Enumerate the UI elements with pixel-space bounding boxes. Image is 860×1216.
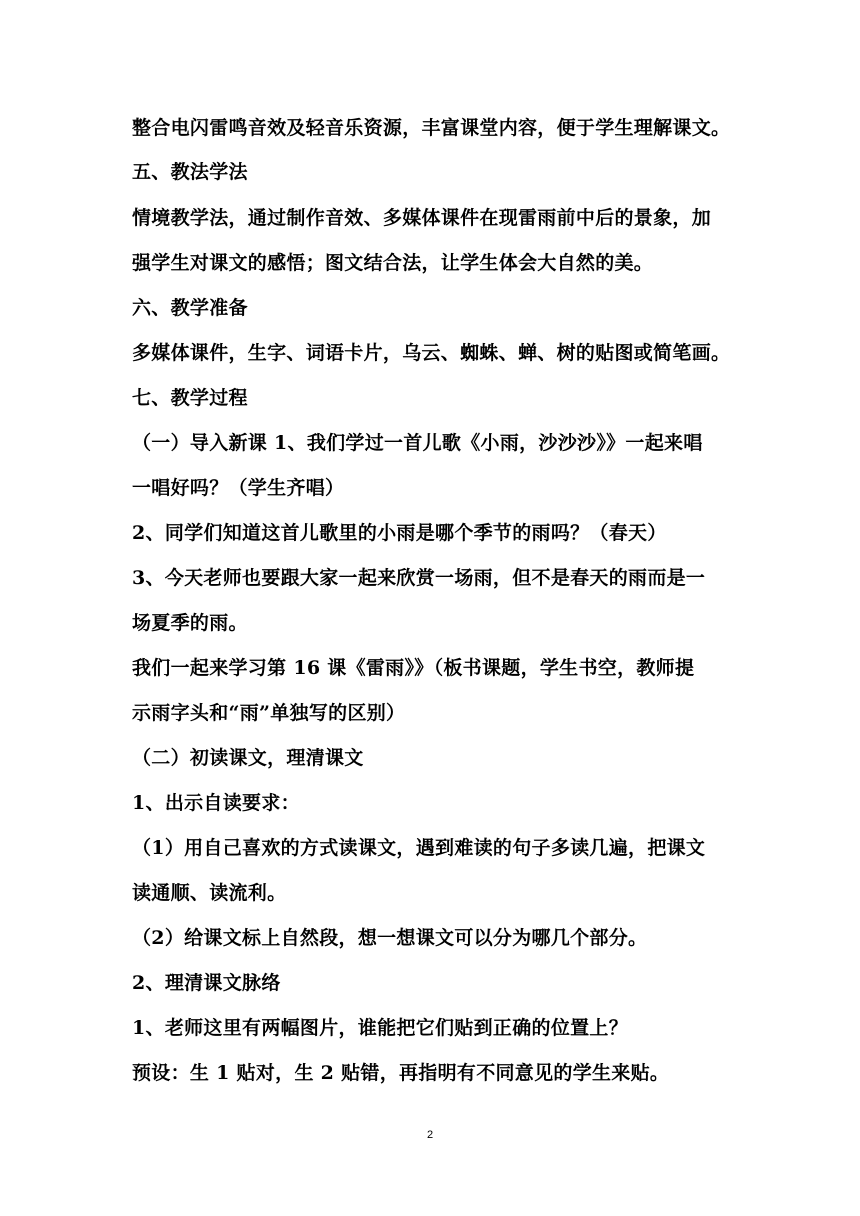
paragraph-line: 多媒体课件，生字、词语卡片，乌云、蜘蛛、蝉、树的贴图或简笔画。 (132, 342, 731, 364)
paragraph-line: 情境教学法，通过制作音效、多媒体课件在现雷雨前中后的景象，加 (132, 207, 712, 229)
paragraph-line: （1）用自己喜欢的方式读课文，遇到难读的句子多读几遍，把课文 (132, 837, 706, 859)
paragraph-line: 2、理清课文脉络 (132, 972, 281, 994)
paragraph-line: 读通顺、读流利。 (132, 882, 287, 904)
paragraph-line: 2、同学们知道这首儿歌里的小雨是哪个季节的雨吗？（春天） (132, 522, 667, 544)
paragraph-line: 3、今天老师也要跟大家一起来欣赏一场雨，但不是春天的雨而是一 (132, 567, 706, 589)
paragraph-line: 预设：生 1 贴对，生 2 贴错，再指明有不同意见的学生来贴。 (132, 1062, 670, 1084)
paragraph-line: （2）给课文标上自然段，想一想课文可以分为哪几个部分。 (132, 927, 648, 949)
paragraph-line: 一唱好吗？（学生齐唱） (132, 477, 345, 499)
section-heading: 七、教学过程 (132, 387, 248, 409)
paragraph-line: 强学生对课文的感悟；图文结合法，让学生体会大自然的美。 (132, 252, 654, 274)
subsection-heading: （二）初读课文，理清课文 (132, 747, 364, 769)
section-heading: 五、教法学法 (132, 161, 248, 183)
paragraph-line: 我们一起来学习第 16 课《雷雨》》（板书课题，学生书空，教师提 (132, 657, 695, 679)
paragraph-line: （一）导入新课 1、我们学过一首儿歌《小雨，沙沙沙》》一起来唱 (132, 432, 703, 454)
section-heading: 六、教学准备 (132, 297, 248, 319)
paragraph-line: 1、出示自读要求： (132, 792, 300, 814)
page-number: 2 (426, 1129, 434, 1141)
paragraph-line: 场夏季的雨。 (132, 612, 248, 634)
paragraph-line: 1、老师这里有两幅图片，谁能把它们贴到正确的位置上？ (132, 1017, 629, 1039)
paragraph-line: 示雨字头和“雨”单独写的区别） (132, 702, 406, 724)
paragraph-line: 整合电闪雷鸣音效及轻音乐资源，丰富课堂内容，便于学生理解课文。 (132, 117, 731, 139)
